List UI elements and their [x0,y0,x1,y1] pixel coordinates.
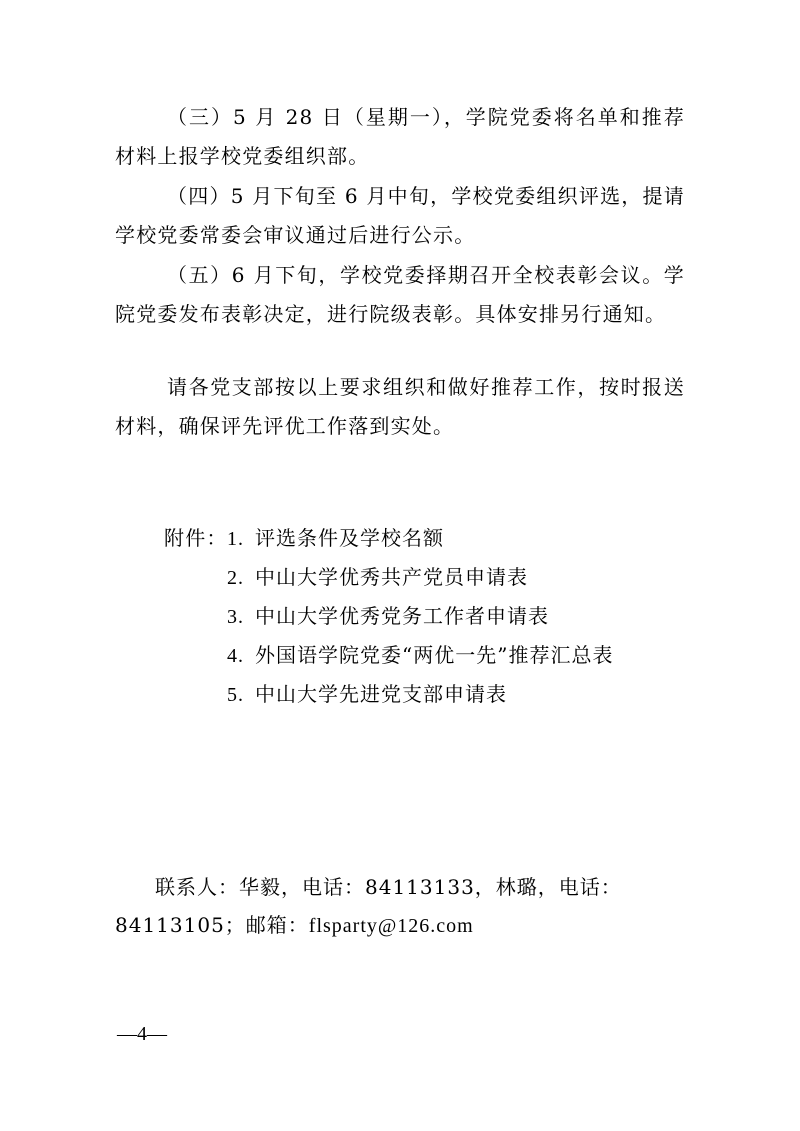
attachment-number: 5. [227,684,244,706]
attachment-item [227,601,613,631]
attachment-number: 3. [227,606,244,628]
contact-email-label: 邮箱： [245,913,309,937]
attachments-label: 附件： [164,526,228,550]
contact-email: flsparty@126.com [308,915,474,937]
attachment-item [227,562,613,592]
paragraph-closing-request: 请各党支部按以上要求组织和做好推荐工作，按时报送材料，确保评先评优工作落到实处。 [115,375,685,438]
page-number: —4— [117,1023,167,1045]
attachment-item [227,523,613,553]
attachment-title: 评选条件及学校名额 [255,526,444,550]
attachment-title: 外国语学院党委“两优一先”推荐汇总表 [255,643,614,667]
paragraph-step-5: （五）6 月下旬，学校党委择期召开全校表彰会议。学院党委发布表彰决定，进行院级表彰。具体安排另行通知。 [115,263,685,326]
attachment-item [227,679,613,709]
attachment-number: 1. [227,528,244,550]
attachment-number: 2. [227,567,244,589]
attachment-title: 中山大学优秀党务工作者申请表 [255,604,549,628]
attachments-list [227,523,613,718]
attachment-item [227,640,613,670]
attachment-title: 中山大学先进党支部申请表 [255,682,507,706]
attachment-number: 4. [227,645,244,667]
contact-info [115,868,695,945]
attachment-title: 中山大学优秀共产党员申请表 [255,565,528,589]
paragraph-step-3: （三）5 月 28 日（星期一），学院党委将名单和推荐材料上报学校党委组织部。 [115,105,685,168]
contact-phones: 联系人：华毅，电话：84113133，林璐，电话：84113105； [115,875,622,937]
paragraph-step-4: （四）5 月下旬至 6 月中旬，学校党委组织评选，提请学校党委常委会审议通过后进行公示。 [115,184,685,247]
